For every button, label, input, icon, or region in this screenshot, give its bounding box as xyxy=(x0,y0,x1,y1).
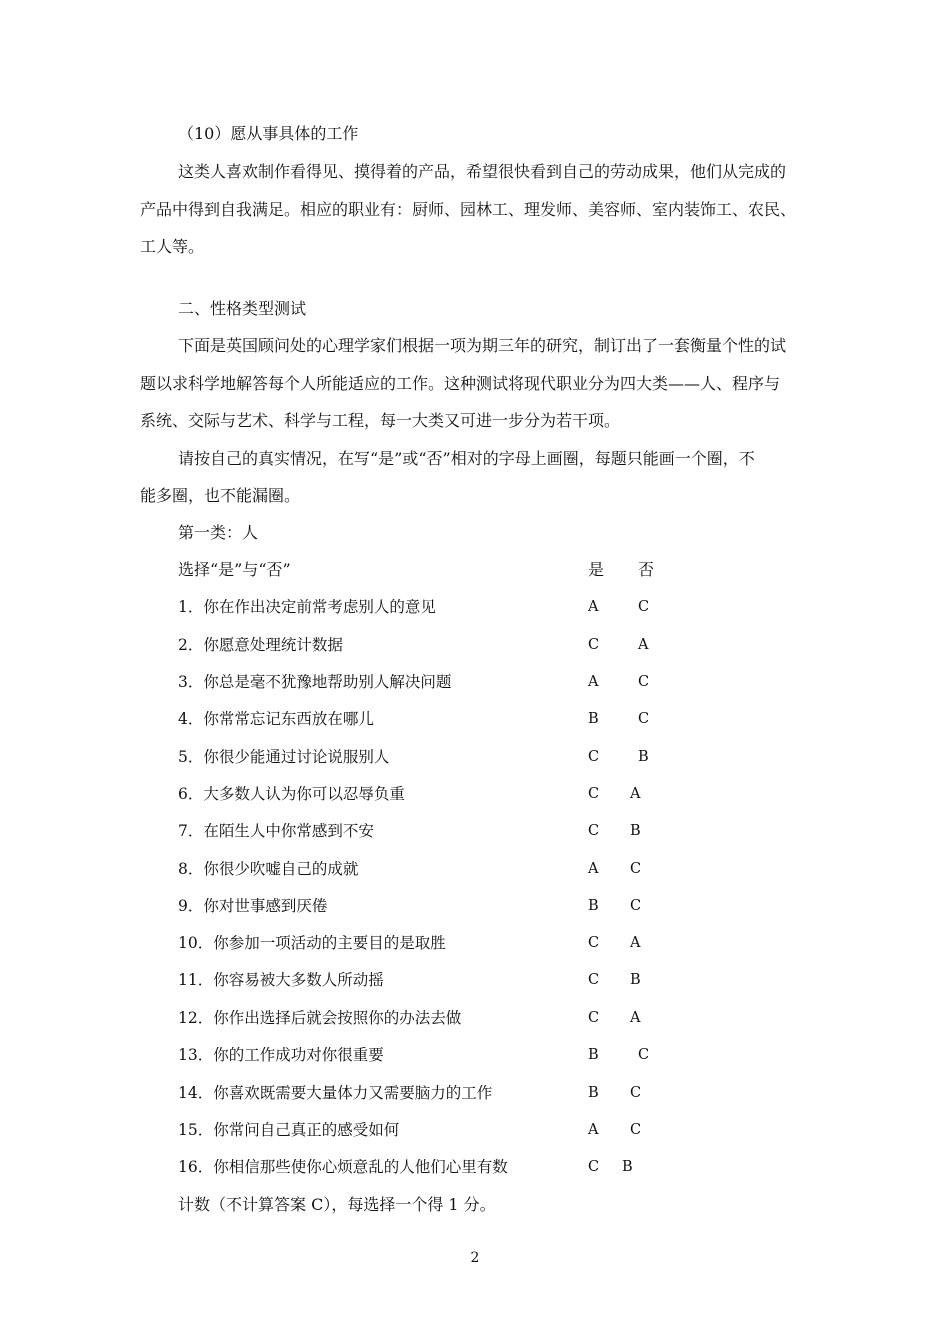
question-text: 11．你容易被大多数人所动摇 xyxy=(178,971,384,989)
answer-no-option[interactable]: C xyxy=(630,861,642,877)
answer-no-option[interactable]: C xyxy=(638,674,650,690)
section10-para-line2: 产品中得到自我满足。相应的职业有：厨师、园林工、理发师、美容师、室内装饰工、农民、 xyxy=(140,200,797,219)
answer-yes-option[interactable]: C xyxy=(588,972,600,988)
question-text: 2．你愿意处理统计数据 xyxy=(178,636,343,654)
answer-no-option[interactable]: C xyxy=(638,1047,650,1063)
intro-para-line2: 题以求科学地解答每个人所能适应的工作。这种测试将现代职业分为四大类——人、程序与 xyxy=(140,374,781,393)
scoring-note: 计数（不计算答案 C），每选择一个得 1 分。 xyxy=(178,1195,496,1214)
question-text: 5．你很少能通过讨论说服别人 xyxy=(178,748,390,766)
instruction-para-line2: 能多圈，也不能漏圈。 xyxy=(140,486,301,505)
answer-no-option[interactable]: C xyxy=(638,599,650,615)
part2-heading: 二、性格类型测试 xyxy=(178,299,307,318)
question-text: 16．你相信那些使你心烦意乱的人他们心里有数 xyxy=(178,1158,508,1176)
page-number: 2 xyxy=(470,1250,480,1266)
answer-yes-option[interactable]: B xyxy=(588,898,599,914)
answer-yes-option[interactable]: C xyxy=(588,823,600,839)
answer-yes-option[interactable]: C xyxy=(588,1159,600,1175)
answer-no-option[interactable]: A xyxy=(630,1010,641,1026)
question-text: 7．在陌生人中你常感到不安 xyxy=(178,822,374,840)
category1-heading: 第一类：人 xyxy=(178,523,259,542)
answer-no-option[interactable]: C xyxy=(630,898,642,914)
question-text: 1．你在作出决定前常考虑别人的意见 xyxy=(178,598,436,616)
intro-para-line1: 下面是英国顾问处的心理学家们根据一项为期三年的研究，制订出了一套衡量个性的试 xyxy=(178,336,787,355)
answer-no-option[interactable]: B xyxy=(630,823,641,839)
answer-yes-option[interactable]: B xyxy=(588,1047,599,1063)
answer-yes-option[interactable]: C xyxy=(588,637,600,653)
answer-yes-option[interactable]: A xyxy=(588,674,599,690)
question-text: 3．你总是毫不犹豫地帮助别人解决问题 xyxy=(178,673,452,691)
answer-no-option[interactable]: A xyxy=(638,637,649,653)
choice-header-label: 选择“是”与“否” xyxy=(178,560,291,579)
answer-no-option[interactable]: C xyxy=(630,1085,642,1101)
answer-yes-option[interactable]: C xyxy=(588,749,600,765)
question-text: 4．你常常忘记东西放在哪儿 xyxy=(178,710,374,728)
answer-yes-option[interactable]: B xyxy=(588,1085,599,1101)
answer-no-option[interactable]: A xyxy=(630,935,641,951)
question-text: 8．你很少吹嘘自己的成就 xyxy=(178,860,359,878)
yes-column-header: 是 xyxy=(588,560,605,579)
answer-no-option[interactable]: A xyxy=(630,786,641,802)
question-text: 12．你作出选择后就会按照你的办法去做 xyxy=(178,1009,462,1027)
question-text: 14．你喜欢既需要大量体力又需要脑力的工作 xyxy=(178,1084,493,1102)
section10-para-line3: 工人等。 xyxy=(140,237,205,256)
answer-yes-option[interactable]: A xyxy=(588,1122,599,1138)
answer-yes-option[interactable]: A xyxy=(588,599,599,615)
answer-yes-option[interactable]: C xyxy=(588,786,600,802)
question-text: 9．你对世事感到厌倦 xyxy=(178,897,328,915)
answer-yes-option[interactable]: C xyxy=(588,935,600,951)
answer-no-option[interactable]: C xyxy=(638,711,650,727)
question-text: 13．你的工作成功对你很重要 xyxy=(178,1046,384,1064)
answer-yes-option[interactable]: A xyxy=(588,861,599,877)
question-text: 10．你参加一项活动的主要目的是取胜 xyxy=(178,934,446,952)
answer-no-option[interactable]: C xyxy=(630,1122,642,1138)
instruction-para-line1: 请按自己的真实情况，在写“是”或“否”相对的字母上画圈，每题只能画一个圈，不 xyxy=(178,449,755,468)
intro-para-line3: 系统、交际与艺术、科学与工程，每一大类又可进一步分为若干项。 xyxy=(140,411,621,430)
answer-no-option[interactable]: B xyxy=(638,749,649,765)
question-text: 15．你常问自己真正的感受如何 xyxy=(178,1121,400,1139)
section10-heading: （10）愿从事具体的工作 xyxy=(178,124,359,143)
answer-no-option[interactable]: B xyxy=(630,972,641,988)
answer-yes-option[interactable]: B xyxy=(588,711,599,727)
answer-no-option[interactable]: B xyxy=(622,1159,633,1175)
question-text: 6．大多数人认为你可以忍辱负重 xyxy=(178,785,405,803)
section10-para-line1: 这类人喜欢制作看得见、摸得着的产品，希望很快看到自己的劳动成果，他们从完成的 xyxy=(178,162,787,181)
answer-yes-option[interactable]: C xyxy=(588,1010,600,1026)
no-column-header: 否 xyxy=(638,560,655,579)
